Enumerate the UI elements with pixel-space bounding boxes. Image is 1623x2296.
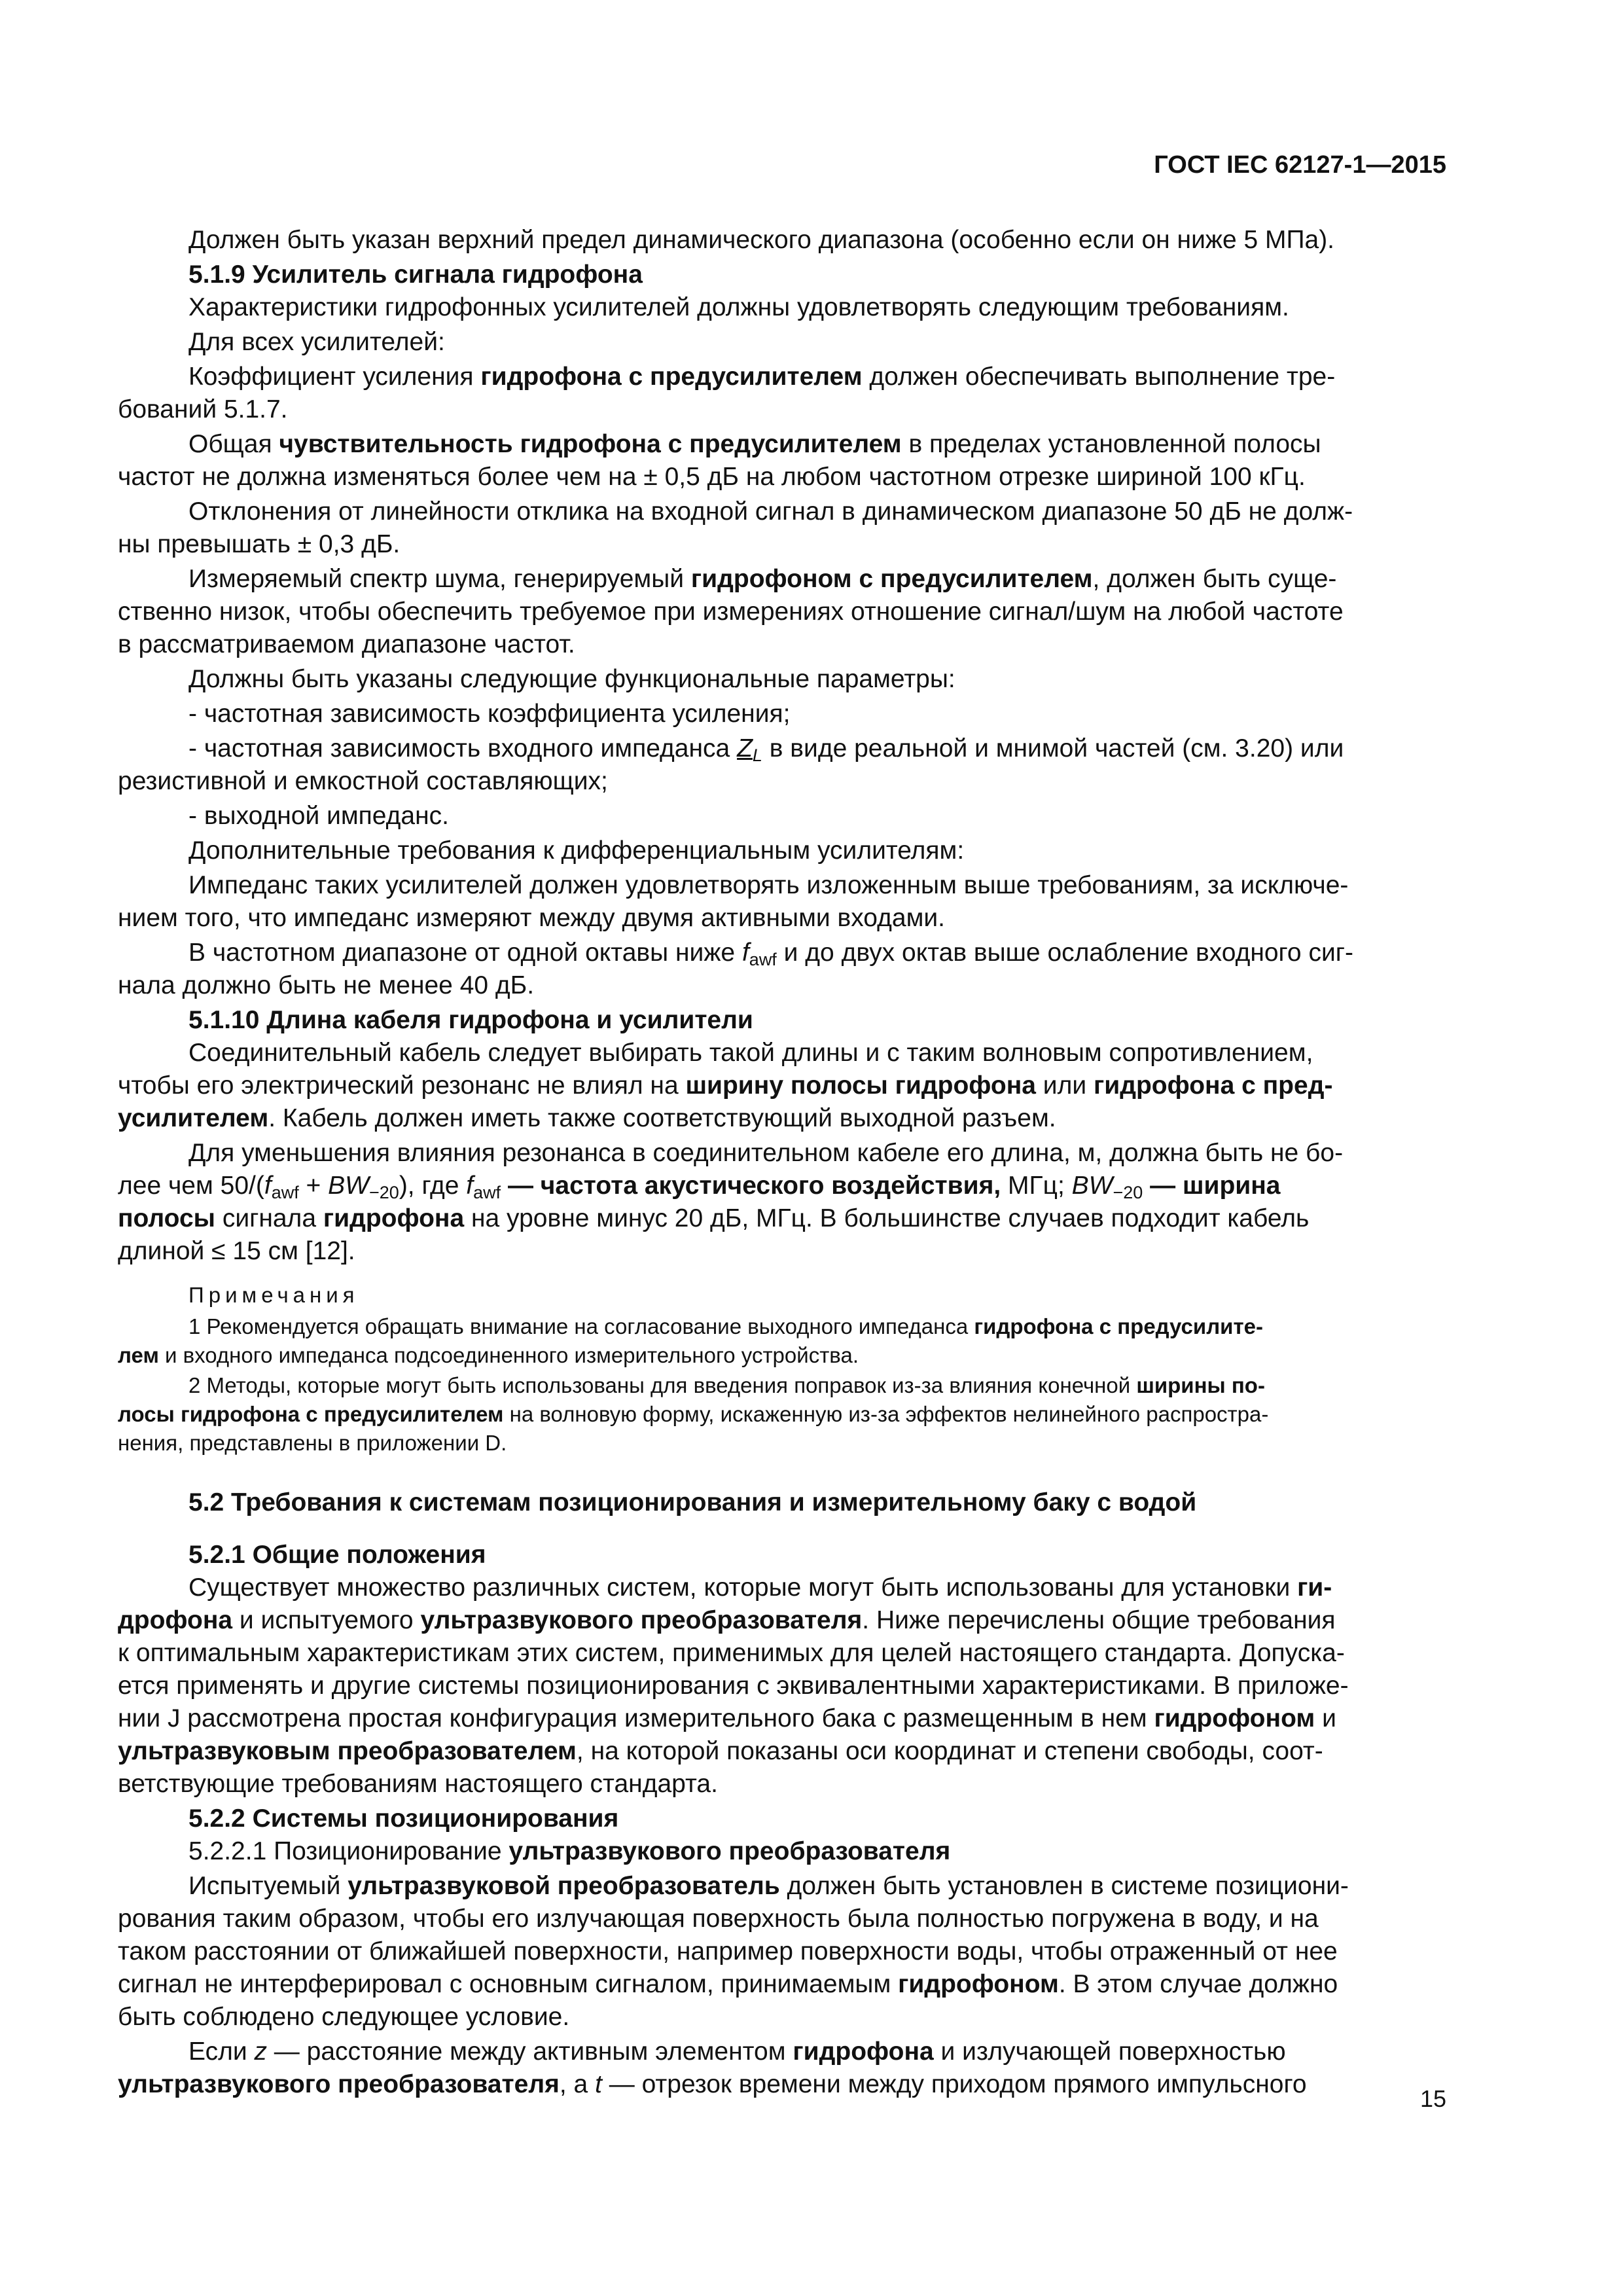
- note-item: 2 Методы, которые могут быть использованы для введения поправок из-за влияния конечной ширины по- лосы гидрофона с предусилителем на волновую форму, искаженную из-за эффектов нелинейного распростра- нения, представлены в приложении D.: [118, 1373, 1269, 1455]
- paragraph: Существует множество различных систем, которые могут быть использованы для установки ги- дрофона и испытуемого ультразвукового преобразователя. Ниже перечислены общие требования к оптимальным характеристикам этих систем, применимых для целей настоящего стандарта. Допуска- ется применять и другие системы позиционирования с эквивалентными характеристиками. В приложе- нии J рассмотрена простая конфигурация измерительного бака с размещенным в нем гидрофоном и ультразвуковым преобразователем, на которой показаны оси координат и степени свободы, соот- ветствующие требованиям настоящего стандарта.: [118, 1573, 1349, 1798]
- section-heading-5-1-9: 5.1.9 Усилитель сигнала гидрофона: [188, 260, 643, 289]
- section-heading-5-2-1: 5.2.1 Общие положения: [188, 1541, 486, 1569]
- notes-title: Примечания: [188, 1283, 359, 1307]
- paragraph: Для уменьшения влияния резонанса в соединительном кабеле его длина, м, должна быть не бо- лее чем $50/(f_{awf} + BW_{-20})$, где $f_{awf}$ — частота акустического воздействия, МГц; $BW_{-20}$ — ширина полосы сигнала гидрофона на уровне минус 20 дБ, МГц. В большинстве случаев подходит кабель длиной ≤ 15 см [12].: [118, 1139, 1344, 1265]
- paragraph: Испытуемый ультразвуковой преобразователь должен быть установлен в системе позициони- рования таким образом, чтобы его излучающая поверхность была полностью погружена в воду, и на таком расстоянии от ближайшей поверхности, например поверхности воды, чтобы отраженный от нее сигнал не интерферировал с основным сигналом, принимаемым гидрофоном. В этом случае должно быть соблюдено следующее условие.: [118, 1872, 1349, 2031]
- notes-block: [118, 1281, 1446, 1458]
- page-number: 15: [1419, 2085, 1446, 2112]
- list-item: - выходной импеданс.: [188, 802, 449, 830]
- list-item: - частотная зависимость входного импеданса $Z_L$ в виде реальной и мнимой частей (см. 3.20) или резистивной и емкостной составляющих;: [118, 734, 1344, 795]
- section-heading-5-2-2-1: 5.2.2.1 Позиционирование ультразвукового преобразователя: [188, 1837, 951, 1865]
- paragraph: Дополнительные требования к дифференциальным усилителям:: [188, 836, 965, 865]
- paragraph: Отклонения от линейности отклика на входной сигнал в динамическом диапазоне 50 дБ не долж- ны превышать ± 0,3 дБ.: [118, 497, 1353, 558]
- note-item: 1 Рекомендуется обращать внимание на согласование выходного импеданса гидрофона с предусилите- лем и входного импеданса подсоединенного измерительного устройства.: [118, 1314, 1263, 1367]
- paragraph: Если z — расстояние между активным элементом гидрофона и излучающей поверхностью ультразвукового преобразователя, а t — отрезок времени между приходом прямого импульсного: [118, 2037, 1307, 2098]
- paragraph: Измеряемый спектр шума, генерируемый гидрофоном с предусилителем, должен быть суще- ственно низок, чтобы обеспечить требуемое при измерениях отношение сигнал/шум на любой частоте в рассматриваемом диапазоне частот.: [118, 565, 1344, 658]
- paragraph: Характеристики гидрофонных усилителей должны удовлетворять следующим требованиям.: [188, 293, 1289, 321]
- paragraph: Коэффициент усиления гидрофона с предусилителем должен обеспечивать выполнение тре- бований 5.1.7.: [118, 363, 1336, 423]
- paragraph-dynamic-range: Должен быть указан верхний предел динамического диапазона (особенно если он ниже 5 МПа).: [188, 226, 1335, 254]
- paragraph: Должны быть указаны следующие функциональные параметры:: [188, 665, 955, 693]
- section-heading-5-1-10: 5.1.10 Длина кабеля гидрофона и усилители: [188, 1006, 753, 1034]
- section-heading-5-2-2: 5.2.2 Системы позиционирования: [188, 1804, 619, 1833]
- paragraph: Общая чувствительность гидрофона с предусилителем в пределах установленной полосы частот не должна изменяться более чем на ± 0,5 дБ на любом частотном отрезке шириной 100 кГц.: [118, 430, 1321, 491]
- section-heading-5-2: 5.2 Требования к системам позиционирования и измерительному баку с водой: [188, 1488, 1197, 1516]
- paragraph: Соединительный кабель следует выбирать такой длины и с таким волновым сопротивлением, чтобы его электрический резонанс не влиял на ширину полосы гидрофона или гидрофона с пред- усилителем. Кабель должен иметь также соответствующий выходной разъем.: [118, 1039, 1333, 1132]
- paragraph: Импеданс таких усилителей должен удовлетворять изложенным выше требованиям, за исключе- нием того, что импеданс измеряют между двумя активными входами.: [118, 871, 1349, 932]
- paragraph: Для всех усилителей:: [188, 328, 445, 356]
- document-body: [118, 224, 1446, 2103]
- paragraph: В частотном диапазоне от одной октавы ниже $f_{awf}$ и до двух октав выше ослабление входного сиг- нала должно быть не менее 40 дБ.: [118, 939, 1353, 999]
- document-code-header: ГОСТ IEC 62127-1—2015: [1154, 151, 1446, 179]
- list-item: - частотная зависимость коэффициента усиления;: [188, 700, 791, 728]
